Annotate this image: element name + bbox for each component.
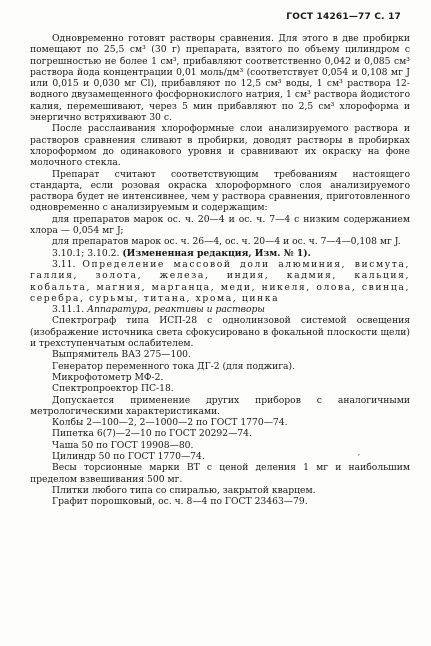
equipment-cylinder: Цилиндр 50 по ГОСТ 1770—74. [52, 450, 205, 462]
reagent-graphite: Графит порошковый, ос. ч. 8—4 по ГОСТ 23463—79. [52, 496, 308, 508]
subsection-heading-3-11-1 [30, 304, 410, 315]
equipment-generator: Генератор переменного тока ДГ-2 (для поджига). [52, 360, 296, 372]
equipment-hotplates: Плитки любого типа со спиралью, закрытой кварцем. [52, 484, 316, 496]
paragraph-layer-separation: После расслаивания хлороформные слои анализируемого раствора и растворов сравнения сливают в пробирки, доводят растворы в пробирках хлороформом до одинакового уровня и сравнивают их окраску на фоне молочного стекла. [30, 123, 410, 169]
section-title: Определение массовой доли алюминия, висмута, галлия, золота, железа, индия, кадмия, кальция, кобальта, магния, марганца, меди, никеля, олова, свинца, серебра, сурьмы, титана, хрома, цинка [30, 258, 410, 304]
paragraph-acceptance-criteria: Препарат считают соответствующим требованиям настоящего стандарта, если розовая окраска хлороформного слоя анализируемого раствора будет не интенсивнее, чем у раствора сравнения, приготовленного одновременно с анализируемым и содержащим: [30, 168, 410, 214]
paragraph-comparison-solutions: Одновременно готовят растворы сравнения. Для этого в две пробирки помещают по 25,5 см³ (30 г) препарата, взятого по объему цилиндром с погрешностью не более 1 см³, прибавляют соответственно 0,042 и 0,085 см³ раствора йода концентрации 0,01 моль/дм³ (соответствует 0,054 и 0,108 мг J или 0,015 и 0,030 мг Cl), прибавляют по 12,5 см³ воды, 1 см³ раствора 12-водного двузамещенного фосфорнокислого натрия, 1 см³ раствора йодистого калия, перемешивают, через 5 мин прибавляют по 2,5 см³ хлороформа и энергично встряхивают 30 с. [30, 33, 410, 124]
document-body [30, 33, 410, 507]
equipment-dish: Чаша 50 по ГОСТ 19908—80. [52, 439, 194, 451]
paragraph-amendment [30, 248, 410, 259]
equipment-rectifier: Выпрямитель ВАЗ 275—100. [52, 349, 191, 361]
equipment-microphotometer: Микрофотометр МФ-2. [52, 371, 164, 383]
amendment-note: (Измененная редакция, Изм. № 1). [122, 247, 311, 259]
equipment-pipette: Пипетка 6(7)—2—10 по ГОСТ 20292—74. [52, 428, 252, 440]
margin-mark: ′ [358, 454, 361, 464]
paragraph-alternative-devices: Допускается применение других приборов с аналогичными метрологическими характеристиками. [30, 394, 410, 417]
clause-number: 3.10.1; 3.10.2. [52, 247, 120, 259]
subsection-number: 3.11.1. [52, 304, 85, 316]
paragraph-grade-low-chlorine: для препаратов марок ос. ч. 20—4 и ос. ч. 7—4 с низким содержанием хлора — 0,054 мг J; [30, 213, 410, 237]
paragraph-grade-standard: для препаратов марок ос. ч. 26—4, ос. ч. 20—4 и ос. ч. 7—4—0,108 мг J. [52, 236, 401, 248]
section-number: 3.11. [52, 258, 76, 270]
equipment-spectroprojector: Спектропроектор ПС-18. [52, 383, 174, 395]
section-heading-3-11 [30, 259, 410, 304]
equipment-scales: Весы торсионные марки ВТ с ценой деления 1 мг и наибольшим пределом взвешивания 500 мг. [30, 462, 410, 485]
page-header: ГОСТ 14261—77 С. 17 [286, 12, 401, 22]
equipment-spectrograph: Спектрограф типа ИСП-28 с однолинзовой системой освещения (изображение источника света сфокусировано в фокальной плоскости щели) и трехступенчатым ослабителем. [30, 315, 410, 350]
subsection-title: Аппаратура, реактивы и растворы [87, 304, 265, 316]
equipment-flasks: Колбы 2—100—2, 2—1000—2 по ГОСТ 1770—74. [52, 417, 288, 429]
